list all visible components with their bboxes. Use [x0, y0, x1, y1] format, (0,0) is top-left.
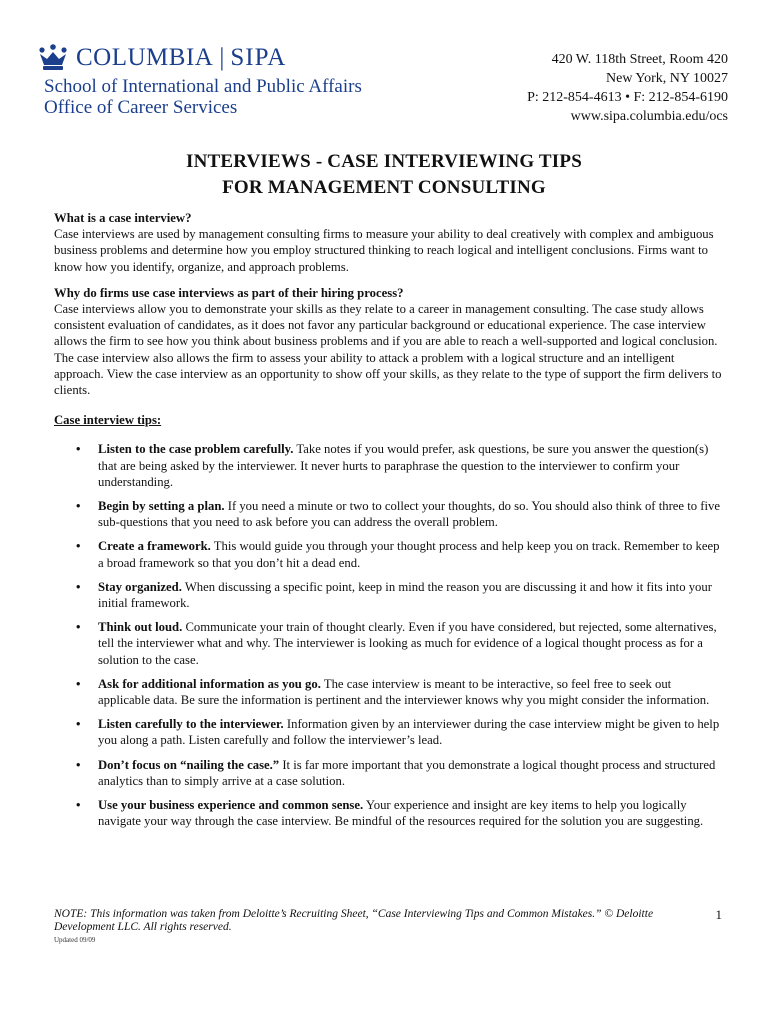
address-phone-fax: P: 212-854-4613 • F: 212-854-6190: [527, 90, 728, 105]
tip-lead: Listen carefully to the interviewer.: [98, 717, 284, 732]
page-footer: [54, 908, 722, 944]
tip-text: Communicate your train of thought clearly. Even if you have considered, but rejected, some alternatives, tell the interviewer what and why. The interviewer is looking as much for evidence of a logical thought process as for a solution to the case.: [98, 620, 717, 667]
bullet-icon: •: [76, 499, 81, 514]
list-item: [54, 498, 722, 530]
tips-list: [54, 441, 722, 829]
tip-lead: Stay organized.: [98, 579, 182, 594]
list-item: [54, 538, 722, 570]
school-name: School of International and Public Affairs: [44, 76, 362, 97]
bullet-icon: •: [76, 717, 81, 732]
updated-date: Updated 09/09: [54, 936, 96, 944]
title-line-2: FOR MANAGEMENT CONSULTING: [222, 177, 546, 198]
crown-icon: [38, 44, 68, 72]
tip-lead: Use your business experience and common sense.: [98, 798, 364, 813]
address-website[interactable]: www.sipa.columbia.edu/ocs: [570, 109, 728, 124]
bullet-icon: •: [76, 579, 81, 594]
bullet-icon: •: [76, 757, 81, 772]
letterhead: [38, 40, 728, 130]
bullet-icon: •: [76, 539, 81, 554]
brand-sub-name: SIPA: [230, 44, 287, 71]
bullet-icon: •: [76, 620, 81, 635]
list-item: [54, 579, 722, 611]
bullet-icon: •: [76, 442, 81, 457]
footer-note: NOTE: This information was taken from Deloitte’s Recruiting Sheet, “Case Interviewing Tips and Common Mistakes.” © Deloitte Development LLC. All rights reserved.: [54, 908, 654, 933]
list-item: [54, 716, 722, 748]
tip-lead: Don’t focus on “nailing the case.”: [98, 757, 280, 772]
tip-lead: Begin by setting a plan.: [98, 499, 225, 514]
brand-name: COLUMBIA: [76, 44, 214, 71]
tip-text: The case interview is meant to be interactive, so feel free to seek out applicable data. Be sure the information is pertinent and the interviewer knows why you might consider the information.: [98, 676, 710, 708]
section-paragraph: Case interviews allow you to demonstrate your skills as they relate to a career in management consulting. The case study allows consistent evaluation of candidates, as it does not favor any particular background or educational experience. The case interview allows the firm to see how you think about business problems and if you are able to reach a well-supported and logical conclusion. The case interview also allows the firm to assess your ability to attack a problem with a logical structure and an intelligent approach. View the case interview as an opportunity to show off your skills, as they relate to the type of support the firm delivers to clients.: [54, 302, 722, 398]
bullet-icon: •: [76, 798, 81, 813]
tip-lead: Create a framework.: [98, 539, 211, 554]
section-paragraph: Case interviews are used by management consulting firms to measure your ability to deal creatively with complex and ambiguous business problems and determine how you employ structured thinking to reach logical and intelligent conclusions. Firms want to know how you identify, organize, and approach problems.: [54, 227, 714, 274]
office-address: [527, 50, 728, 126]
brand-separator: |: [219, 44, 225, 71]
list-item: [54, 619, 722, 668]
section-heading: What is a case interview?: [54, 211, 192, 225]
office-name: Office of Career Services: [44, 97, 238, 118]
list-item: [54, 441, 722, 490]
bullet-icon: •: [76, 676, 81, 691]
section-heading: Why do firms use case interviews as part of their hiring process?: [54, 285, 404, 300]
tip-text: It is far more important that you demonstrate a logical thought process and structured analytics than to simply arrive at a case solution.: [98, 757, 716, 788]
address-street: 420 W. 118th Street, Room 420: [551, 52, 728, 67]
tip-lead: Listen to the case problem carefully.: [98, 442, 294, 457]
tip-text: When discussing a specific point, keep in mind the reason you are discussing it and how it fits into your initial framework.: [98, 579, 712, 611]
tip-text: Your experience and insight are key items to help you logically navigate your way through the case interview. Be mindful of the resources required for the solution you are suggesting.: [98, 798, 704, 829]
list-item: [54, 797, 722, 829]
list-item: [54, 676, 722, 708]
tip-text: Information given by an interviewer during the case interview might be given to help you along a path. Listen carefully and follow the interviewer’s lead.: [98, 717, 720, 748]
tips-heading: Case interview tips:: [54, 413, 162, 428]
address-city: New York, NY 10027: [606, 71, 728, 86]
tip-text: This would guide you through your thought process and help keep you on track. Remember to keep a broad framework so that you don’t hit a dead end.: [98, 539, 720, 570]
document-title: [0, 149, 768, 201]
tip-text: If you need a minute or two to collect your thoughts, do so. You should also think of three to five sub-questions that you need to ask before you can address the overall problem.: [98, 499, 720, 530]
document-body: [54, 210, 722, 838]
columbia-sipa-logo: [38, 44, 286, 72]
page-number: 1: [715, 907, 722, 922]
tip-lead: Ask for additional information as you go.: [98, 676, 321, 691]
tip-lead: Think out loud.: [98, 620, 183, 635]
tip-text: Take notes if you would prefer, ask questions, be sure you answer the question(s) that are being asked by the interviewer. It never hurts to paraphrase the question to the interviewer to confirm your understanding.: [98, 442, 709, 489]
title-line-1: INTERVIEWS - CASE INTERVIEWING TIPS: [186, 151, 582, 172]
list-item: [54, 757, 722, 789]
